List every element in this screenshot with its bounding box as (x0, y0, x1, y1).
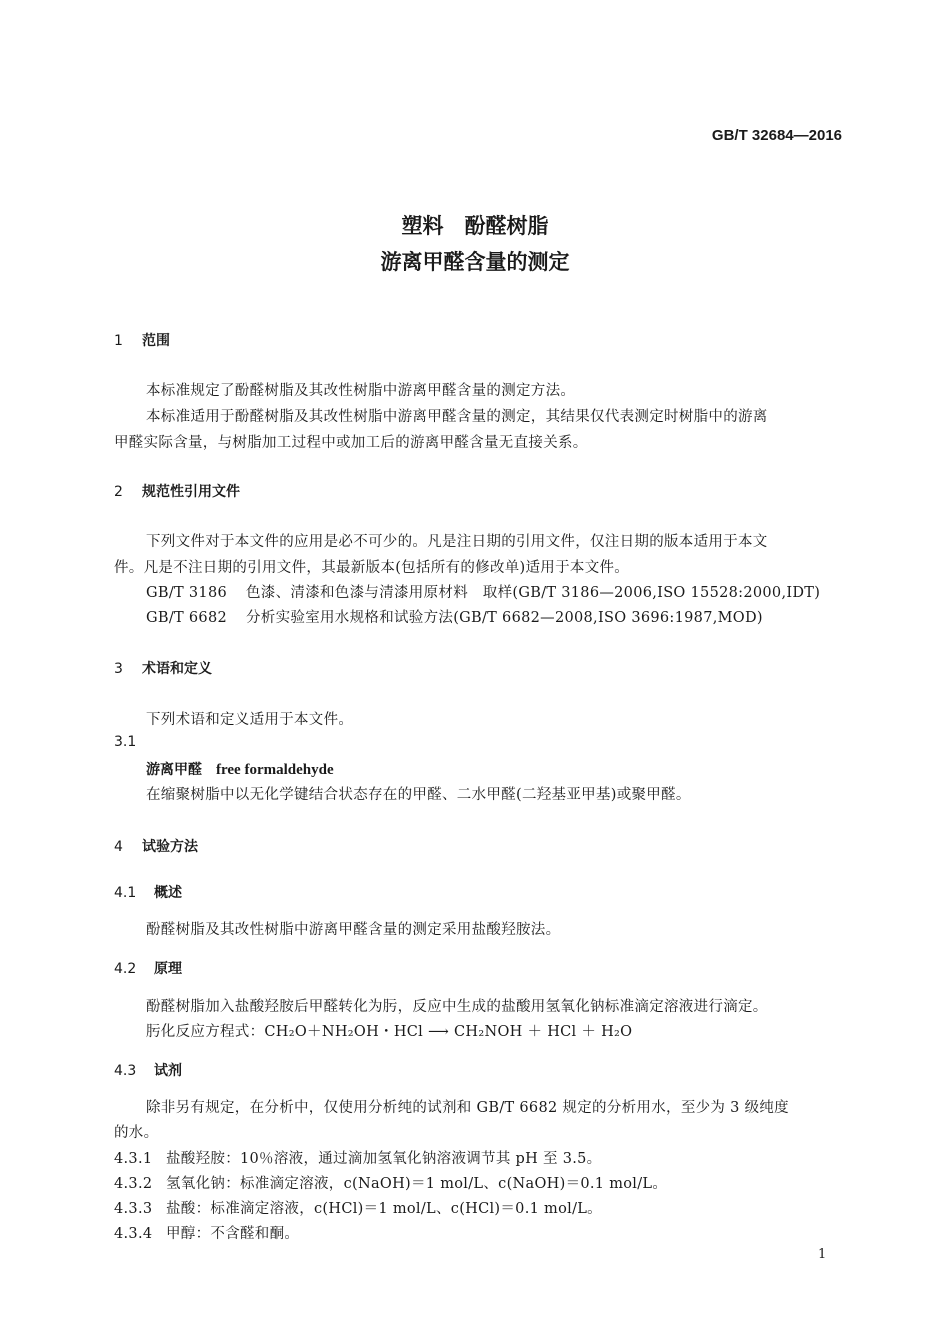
subsection-number (114, 734, 136, 750)
reference-text: 色漆、清漆和色漆与清漆用原材料 取样(GB/T 3186—2006,ISO 15528:2000,IDT) (246, 585, 821, 601)
reference-text: 分析实验室用水规格和试验方法(GB/T 6682—2008,ISO 3696:1987,MOD) (246, 610, 763, 626)
number: 3.1 (114, 734, 137, 750)
section-title: 试剂 (154, 1063, 182, 1079)
reaction-equation: 肟化反应方程式：CH₂O＋NH₂OH・HCl ⟶ CH₂NOH ＋ HCl ＋ H₂O (146, 1024, 633, 1040)
reference-code: GB/T 6682 (146, 610, 228, 626)
reagent-item (114, 1222, 299, 1243)
section-4-1-heading (114, 882, 182, 902)
term-english: free formaldehyde (216, 762, 334, 778)
section-title: 术语和定义 (142, 661, 212, 677)
item-number: 4.3.4 (114, 1226, 153, 1242)
item-text: 盐酸羟胺：10％溶液，通过滴加氢氧化钠溶液调节其 pH 至 3.5。 (166, 1151, 602, 1167)
item-text: 氢氧化钠：标准滴定溶液，c(NaOH)＝1 mol/L、c(NaOH)＝0.1 mol/L。 (166, 1176, 668, 1192)
section-number: 3 (114, 661, 123, 677)
paragraph: 下列文件对于本文件的应用是必不可少的。凡是注日期的引用文件，仅注日期的版本适用于本文 (146, 534, 768, 550)
section-4-3-heading (114, 1060, 182, 1080)
definition: 在缩聚树脂中以无化学键结合状态存在的甲醛、二水甲醛(二羟基亚甲基)或聚甲醛。 (146, 787, 691, 803)
section-number: 4.1 (114, 885, 137, 901)
reagent-item (114, 1172, 667, 1193)
page-number: 1 (818, 1247, 827, 1262)
item-text: 盐酸：标准滴定溶液，c(HCl)＝1 mol/L、c(HCl)＝0.1 mol/L。 (166, 1201, 602, 1217)
section-number: 4.2 (114, 961, 137, 977)
term-entry (146, 759, 334, 779)
section-title: 概述 (154, 885, 182, 901)
section-number: 4.3 (114, 1063, 137, 1079)
paragraph: 除非另有规定，在分析中，仅使用分析纯的试剂和 GB/T 6682 规定的分析用水，至少为 3 级纯度 (146, 1100, 789, 1116)
reference-item (146, 606, 763, 627)
paragraph: 的水。 (114, 1125, 159, 1141)
paragraph: 本标准规定了酚醛树脂及其改性树脂中游离甲醛含量的测定方法。 (146, 383, 576, 399)
paragraph: 件。凡是不注日期的引用文件，其最新版本(包括所有的修改单)适用于本文件。 (114, 560, 630, 576)
section-title: 原理 (154, 961, 182, 977)
section-number: 1 (114, 333, 123, 349)
section-title: 试验方法 (142, 839, 198, 855)
reagent-item (114, 1197, 602, 1218)
paragraph: 本标准适用于酚醛树脂及其改性树脂中游离甲醛含量的测定，其结果仅代表测定时树脂中的游离 (146, 409, 768, 425)
section-title: 范围 (142, 333, 170, 349)
paragraph: 甲醛实际含量，与树脂加工过程中或加工后的游离甲醛含量无直接关系。 (114, 435, 588, 451)
reference-code: GB/T 3186 (146, 585, 228, 601)
standard-code: GB/T 32684—2016 (711, 127, 842, 144)
reagent-item (114, 1147, 601, 1168)
section-3-heading (114, 658, 212, 678)
item-number: 4.3.1 (114, 1151, 153, 1167)
item-number: 4.3.3 (114, 1201, 153, 1217)
section-4-2-heading (114, 958, 182, 978)
term-chinese: 游离甲醛 (146, 762, 202, 778)
title-line-1: 塑料 酚醛树脂 (401, 214, 549, 238)
section-2-heading (114, 481, 240, 501)
section-1-heading (114, 330, 170, 350)
section-number: 2 (114, 484, 123, 500)
paragraph: 下列术语和定义适用于本文件。 (146, 712, 354, 728)
section-number: 4 (114, 839, 123, 855)
section-4-heading (114, 836, 198, 856)
item-text: 甲醇：不含醛和酮。 (166, 1226, 300, 1242)
reference-item (146, 581, 820, 602)
title-line-2: 游离甲醛含量的测定 (380, 250, 570, 274)
item-number: 4.3.2 (114, 1176, 153, 1192)
paragraph: 酚醛树脂加入盐酸羟胺后甲醛转化为肟，反应中生成的盐酸用氢氧化钠标准滴定溶液进行滴定。 (146, 999, 768, 1015)
section-title: 规范性引用文件 (142, 484, 240, 500)
paragraph: 酚醛树脂及其改性树脂中游离甲醛含量的测定采用盐酸羟胺法。 (146, 922, 561, 938)
